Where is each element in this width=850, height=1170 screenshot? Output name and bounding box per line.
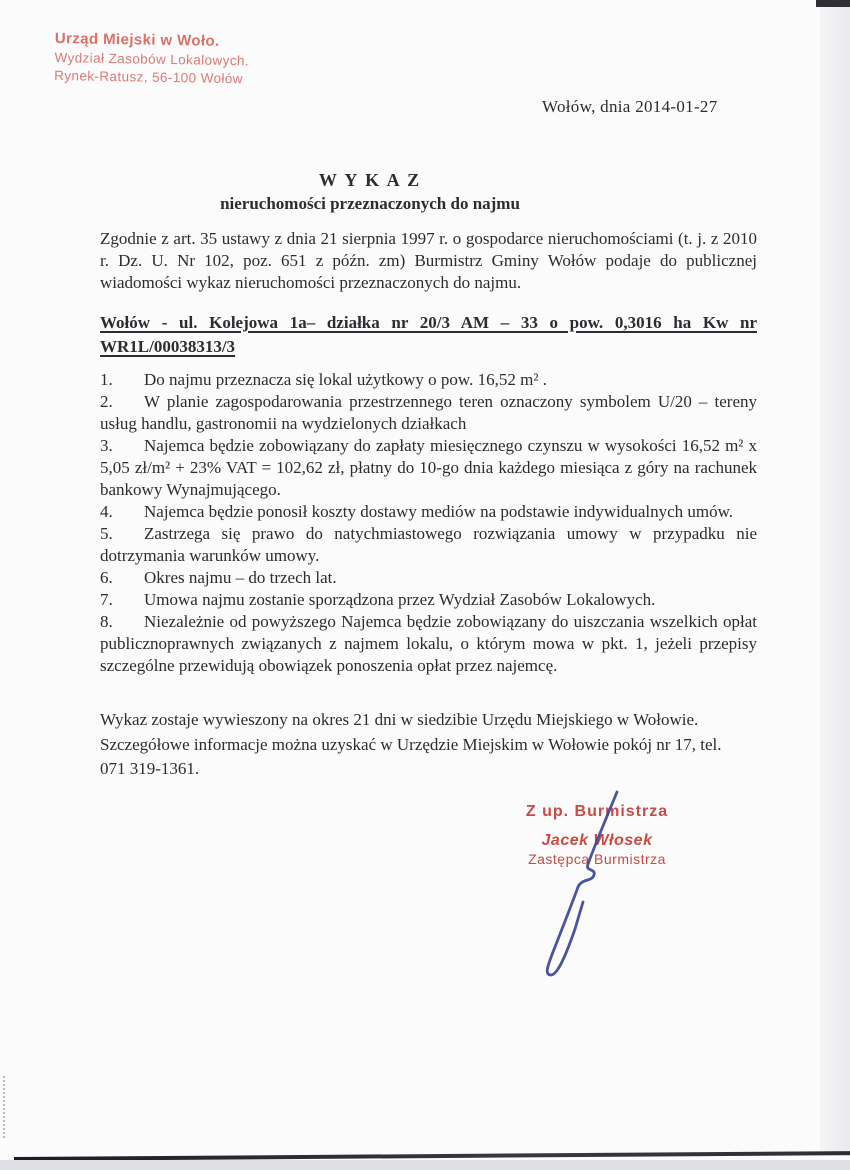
list-item-number: 5. (100, 524, 113, 543)
list-item-number: 2. (100, 392, 113, 411)
conditions-list (100, 369, 757, 677)
date-line: Wołów, dnia 2014-01-27 (542, 97, 718, 116)
property-heading (100, 311, 757, 358)
list-item-text: Niezależnie od powyższego Najemca będzie zobowiązany do uiszczania wszelkich opłat publicznoprawnych związanych z najmem lokalu, o którym mowa w pkt. 1, jeżeli przepisy szczególne przewidują obowiązek ponoszenia opłat przez najemcę. (100, 612, 757, 675)
list-item-text: Najemca będzie ponosił koszty dostawy mediów na podstawie indywidualnych umów. (144, 502, 734, 521)
handwritten-signature-ink (520, 784, 640, 994)
closing-line: Wykaz zostaje wywieszony na okres 21 dni w siedzibie Urzędu Miejskiego w Wołowie. (100, 710, 699, 729)
list-item-number: 6. (100, 568, 113, 587)
list-item (100, 589, 757, 611)
list-item-text: Okres najmu – do trzech lat. (144, 568, 337, 587)
list-item-text: Zastrzega się prawo do natychmiastowego rozwiązania umowy w przypadku nie dotrzymania warunków umowy. (100, 524, 757, 565)
list-item-number: 1. (100, 370, 113, 389)
list-item-number: 3. (100, 436, 113, 455)
scan-background-bottom (0, 1160, 850, 1170)
scan-perforation-dots (3, 1076, 5, 1138)
property-heading-line1: Wołów - ul. Kolejowa 1a– działka nr 20/3 AM – 33 o pow. 0,3016 ha Kw nr (100, 313, 757, 332)
list-item (100, 391, 757, 435)
scan-edge-right (820, 0, 850, 1156)
agency-name: Urząd Miejski w Woło. (54, 30, 220, 50)
closing-paragraph (100, 708, 768, 782)
list-item-text: Umowa najmu zostanie sporządzona przez Wydział Zasobów Lokalowych. (144, 590, 656, 609)
list-item (100, 611, 757, 677)
agency-department: Wydział Zasobów Lokalowych. (54, 49, 250, 69)
signature-name: Jacek Włosek (541, 832, 653, 849)
list-item-number: 8. (100, 612, 113, 631)
list-item (100, 435, 757, 501)
signature-authority: Z up. Burmistrza (525, 803, 669, 820)
list-item-text: W planie zagospodarowania przestrzennego teren oznaczony symbolem U/20 – tereny usług handlu, gastronomii na wydzielonych działkach (100, 392, 757, 433)
title-subtitle: nieruchomości przeznaczonych do najmu (220, 194, 520, 213)
signature-role: Zastępca Burmistrza (528, 851, 666, 867)
list-item-number: 7. (100, 590, 113, 609)
list-item-number: 4. (100, 502, 113, 521)
scan-corner-mark (816, 0, 850, 7)
closing-line: 071 319-1361. (100, 759, 200, 778)
list-item (100, 369, 757, 391)
list-item (100, 501, 757, 523)
closing-line: Szczegółowe informacje można uzyskać w Urzędzie Miejskim w Wołowie pokój nr 17, tel. (100, 734, 722, 754)
list-item-text: Najemca będzie zobowiązany do zapłaty miesięcznego czynszu w wysokości 16,52 m² x 5,05 zł/m² + 23% VAT = 102,62 zł, płatny do 10-go dnia każdego miesiąca z góry na rachunek bankowy Wynajmującego. (100, 436, 757, 499)
agency-address: Rynek-Ratusz, 56-100 Wołów (54, 67, 244, 87)
list-item (100, 523, 757, 567)
property-heading-line2: WR1L/00038313/3 (100, 337, 236, 356)
list-item-text: Do najmu przeznacza się lokal użytkowy o pow. 16,52 m² . (144, 370, 547, 389)
intro-paragraph: Zgodnie z art. 35 ustawy z dnia 21 sierpnia 1997 r. o gospodarce nieruchomościami (t. j. z 2010 r. Dz. U. Nr 102, poz. 651 z późn. zm) Burmistrz Gminy Wołów podaje do publicznej wiadomości wykaz nieruchomości przeznaczonych do najmu. (100, 229, 757, 292)
agency-header-stamp (54, 30, 249, 88)
list-item (100, 567, 757, 589)
document-title (100, 170, 640, 214)
title-main: W Y K A Z (318, 170, 422, 190)
